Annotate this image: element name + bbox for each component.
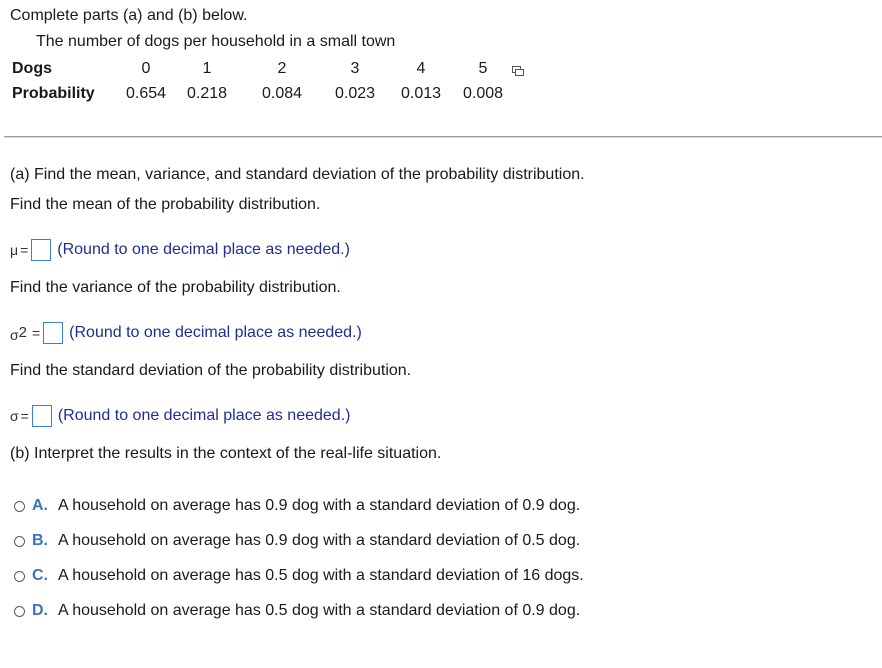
choice-letter: A.	[32, 497, 48, 514]
part-b-title: (b) Interpret the results in the context of the real-life situation.	[10, 445, 442, 462]
table-cell: 2	[277, 59, 287, 77]
radio-button[interactable]	[14, 501, 25, 512]
choice-text: A household on average has 0.9 dog with a standard deviation of 0.9 dog.	[58, 497, 581, 514]
radio-button[interactable]	[14, 536, 25, 547]
probability-distribution-table	[12, 56, 512, 106]
table-cell: 0.023	[334, 84, 376, 102]
exponent: 2	[18, 323, 27, 341]
mean-prompt: Find the mean of the probability distribution.	[10, 196, 321, 213]
sigma-symbol: σ	[10, 326, 19, 343]
row-label-probability: Probability	[12, 84, 95, 102]
rounding-hint: (Round to one decimal place as needed.)	[57, 241, 350, 258]
sd-answer-row	[10, 404, 350, 428]
instruction-text: Complete parts (a) and (b) below.	[10, 7, 248, 24]
choice-c[interactable]	[14, 565, 584, 587]
table-cell: 0.008	[462, 84, 504, 102]
table-cell: 0	[141, 59, 151, 77]
sigma-squared-symbol	[10, 324, 27, 343]
choice-text: A household on average has 0.5 dog with a standard deviation of 16 dogs.	[58, 567, 584, 584]
choice-a[interactable]	[14, 495, 580, 517]
copy-table-icon[interactable]	[512, 63, 524, 73]
mean-answer-row	[10, 238, 350, 262]
table-cell: 3	[350, 59, 360, 77]
sd-prompt: Find the standard deviation of the probability distribution.	[10, 362, 412, 379]
variance-answer-row	[10, 321, 362, 345]
radio-button[interactable]	[14, 571, 25, 582]
mu-symbol: μ	[10, 242, 19, 258]
section-divider	[4, 136, 882, 138]
table-cell: 0.218	[186, 84, 228, 102]
table-row-probability	[12, 81, 512, 106]
choice-letter: C.	[32, 567, 48, 584]
choice-b[interactable]	[14, 530, 580, 552]
equals-sign: =	[20, 408, 29, 424]
table-cell: 0.654	[125, 84, 167, 102]
choice-letter: B.	[32, 532, 48, 549]
table-cell: 0.084	[261, 84, 303, 102]
radio-button[interactable]	[14, 606, 25, 617]
choice-text: A household on average has 0.5 dog with a standard deviation of 0.9 dog.	[58, 602, 581, 619]
table-row-dogs	[12, 56, 512, 81]
table-cell: 1	[202, 59, 212, 77]
part-a-title: (a) Find the mean, variance, and standard deviation of the probability distribution.	[10, 166, 585, 183]
table-caption: The number of dogs per household in a small town	[36, 33, 396, 50]
table-cell: 4	[416, 59, 426, 77]
variance-input[interactable]	[43, 322, 63, 344]
equals-sign: =	[31, 325, 41, 341]
rounding-hint: (Round to one decimal place as needed.)	[69, 324, 362, 341]
choice-letter: D.	[32, 602, 48, 619]
row-label-dogs: Dogs	[12, 59, 52, 77]
rounding-hint: (Round to one decimal place as needed.)	[57, 407, 351, 424]
table-cell: 5	[478, 59, 488, 77]
variance-prompt: Find the variance of the probability distribution.	[10, 279, 341, 296]
choice-text: A household on average has 0.9 dog with a standard deviation of 0.5 dog.	[58, 532, 581, 549]
equals-sign: =	[20, 242, 29, 258]
sd-input[interactable]	[32, 405, 52, 427]
choice-d[interactable]	[14, 600, 580, 622]
table-cell: 0.013	[400, 84, 442, 102]
sigma-symbol: σ	[10, 408, 19, 424]
mean-input[interactable]	[31, 239, 51, 261]
